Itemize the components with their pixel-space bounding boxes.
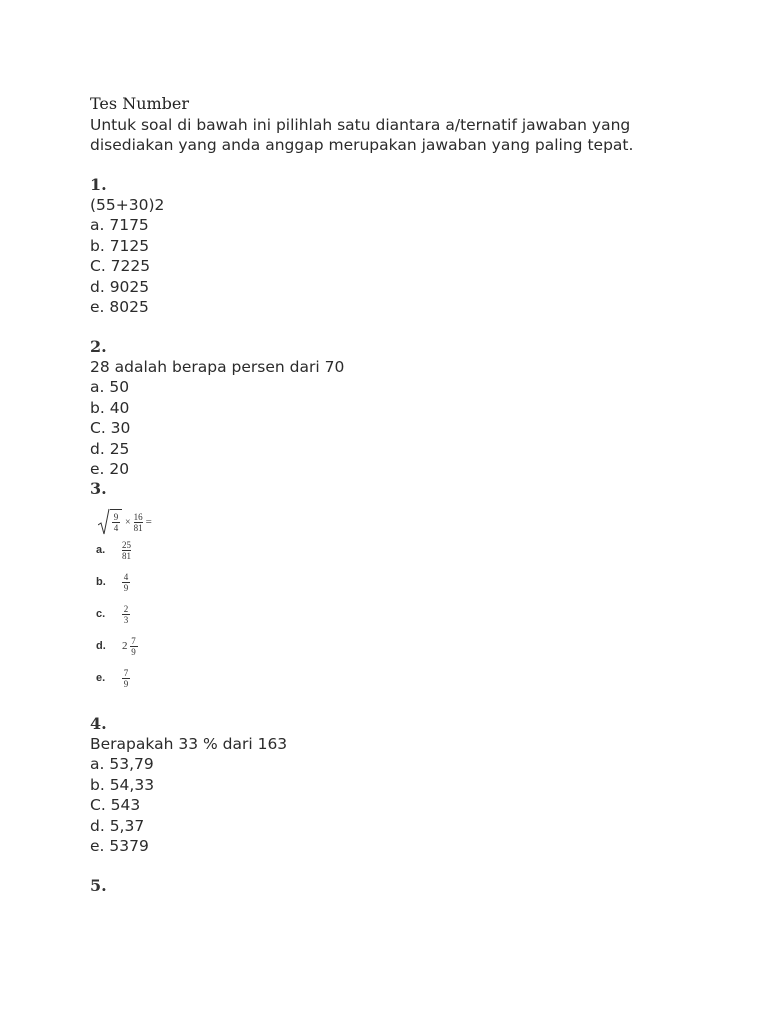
question-3-number: 3. [90,479,107,498]
question-3-expression [98,507,152,537]
question-2-option-a: a. 50 [90,378,130,397]
question-3-option-e [96,663,130,693]
instructions [90,115,633,156]
option-label: a. [96,544,106,556]
fraction [122,540,131,561]
numerator: 7 [123,667,129,678]
instructions-line: disediakan yang anda anggap merupakan jawaban yang paling tepat. [90,136,634,155]
radicand [110,509,122,536]
question-1-option-b: b. 7125 [90,236,150,255]
question-4-option-e: e. 5379 [90,836,149,855]
fraction [112,512,120,533]
numerator: 9 [113,512,119,522]
question-4-number: 4. [90,714,107,733]
denominator: 9 [123,582,129,593]
question-3-option-d [96,631,138,661]
numerator: 7 [131,635,136,646]
question-1-option-a: a. 7175 [90,216,149,235]
document-title: Tes Number [90,94,190,113]
fraction [130,636,138,657]
numerator: 4 [123,571,129,582]
fraction [122,604,130,625]
question-1-option-e: e. 8025 [90,297,149,316]
question-2-option-b: b. 40 [90,398,130,417]
question-1-text: (55+30)2 [90,196,165,214]
question-5-number: 5. [90,876,107,895]
fraction [122,668,130,689]
question-3-option-b [96,567,130,597]
denominator: 9 [123,678,129,689]
question-2-option-c: C. 30 [90,419,131,438]
question-4-option-b: b. 54,33 [90,775,155,794]
question-3-math-image [96,505,206,700]
times-sign: × [125,516,131,528]
question-4 [90,734,287,856]
square-root-icon [98,508,110,536]
question-2-number: 2. [90,337,107,356]
option-label: d. [96,640,106,652]
question-2-option-d: d. 25 [90,439,130,458]
question-1-option-d: d. 9025 [90,277,150,296]
denominator: 81 [133,522,143,533]
question-2 [90,357,344,479]
option-label: c. [96,608,106,620]
question-4-text: Berapakah 33 % dari 163 [90,735,288,753]
denominator: 4 [113,523,119,533]
denominator: 3 [123,614,129,625]
numerator: 2 [123,603,129,614]
question-4-option-c: C. 543 [90,796,141,815]
denominator: 9 [131,646,136,657]
question-4-option-d: d. 5,37 [90,816,145,835]
question-4-option-a: a. 53,79 [90,755,154,774]
numerator: 25 [122,539,131,550]
equals-sign: = [145,516,152,528]
question-1-number: 1. [90,175,107,194]
fraction [122,572,130,593]
option-label: e. [96,672,106,684]
denominator: 81 [122,550,131,561]
question-3-option-a [96,535,131,565]
question-2-text: 28 adalah berapa persen dari 70 [90,358,345,376]
question-1 [90,195,164,317]
option-label: b. [96,576,106,588]
instructions-line: Untuk soal di bawah ini pilihlah satu diantara a/ternatif jawaban yang [90,116,631,134]
whole-number: 2 [122,640,128,652]
fraction [134,512,143,533]
question-1-option-c: C. 7225 [90,257,151,276]
question-2-option-e: e. 20 [90,459,130,478]
question-3-option-c [96,599,130,629]
numerator: 16 [133,511,143,522]
